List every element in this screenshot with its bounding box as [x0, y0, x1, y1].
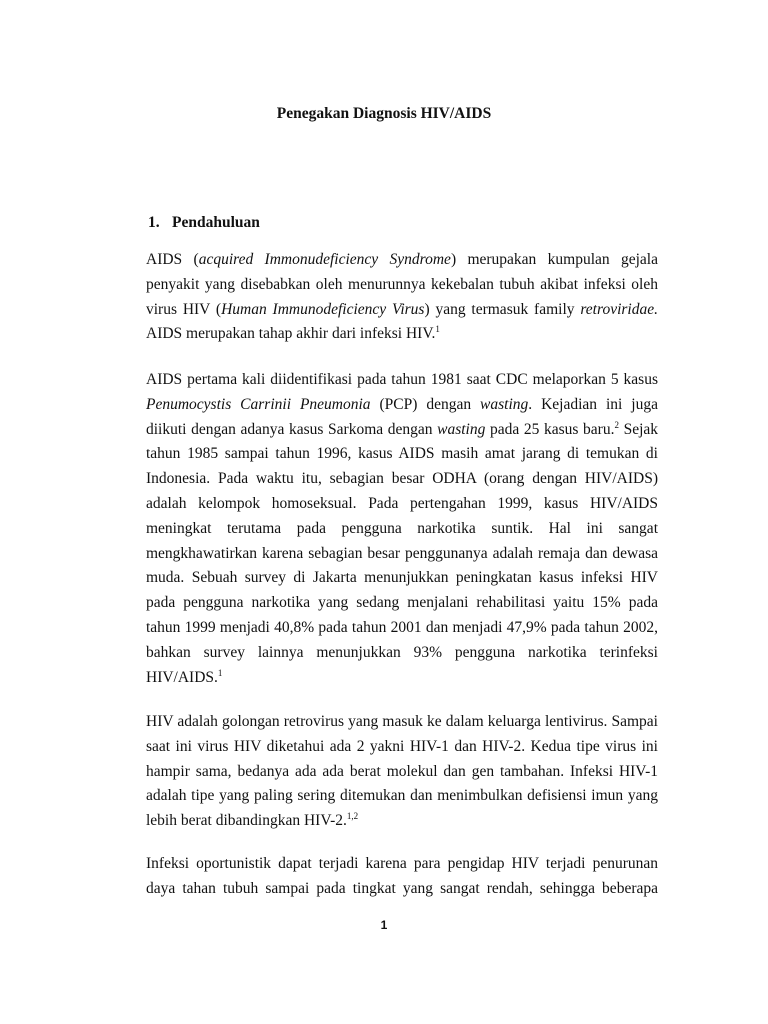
text-line: [146, 368, 658, 393]
text-line: [146, 298, 658, 323]
text-line: [146, 784, 658, 809]
text-line: [146, 542, 658, 567]
text-run: ) yang termasuk family: [424, 300, 581, 318]
italic-term: wasting: [480, 395, 529, 413]
citation-superscript: 1: [217, 667, 223, 678]
text-run: daya tahan tubuh sampai pada tingkat yang sangat rendah, sehingga beberapa: [146, 879, 658, 897]
text-run: muda. Sebuah survey di Jakarta menunjukkan peningkatan kasus infeksi HIV: [146, 569, 658, 587]
italic-term: Human Immunodeficiency Virus: [221, 300, 425, 318]
paragraph-4: [146, 852, 658, 902]
text-line: [146, 735, 658, 760]
citation-superscript: 1: [435, 324, 440, 335]
page-number: 1: [380, 918, 388, 932]
paragraph-2: [146, 368, 658, 690]
text-line: [146, 666, 658, 691]
text-line: [146, 760, 658, 785]
text-line: [146, 442, 658, 467]
text-run: (PCP) dengan: [370, 395, 481, 413]
text-run: AIDS (: [146, 251, 199, 268]
text-line: [146, 393, 658, 418]
text-run: penyakit yang disebabkan oleh menurunnya kekebalan tubuh akibat infeksi oleh: [146, 275, 658, 293]
section-heading: [148, 213, 260, 233]
text-run: ) merupakan kumpulan gejala: [450, 251, 658, 268]
text-line: [146, 566, 658, 591]
document-title: Penegakan Diagnosis HIV/AIDS: [276, 105, 492, 122]
text-line: [146, 322, 658, 347]
text-line: [146, 248, 658, 273]
paragraph-1: [146, 248, 658, 347]
italic-term: acquired Immonudeficiency Syndrome: [198, 251, 451, 268]
citation-superscript: 1,2: [346, 811, 359, 822]
text-line: [146, 710, 658, 735]
text-run: saat ini virus HIV diketahui ada 2 yakni HIV-1 dan HIV-2. Kedua tipe virus ini: [146, 737, 658, 755]
text-run: diikuti dengan adanya kasus Sarkoma dengan: [146, 420, 438, 438]
text-line: [146, 809, 658, 834]
text-run: tahun 1999 menjadi 40,8% pada tahun 2001 dan menjadi 47,9% pada tahun 2002,: [146, 618, 658, 636]
text-line: [146, 517, 658, 542]
text-run: mengkhawatirkan karena sebagian besar penggunanya adalah remaja dan dewasa: [146, 544, 658, 562]
text-run: HIV adalah golongan retrovirus yang masuk ke dalam keluarga lentivirus. Sampai: [146, 713, 658, 730]
italic-term: retroviridae.: [580, 300, 658, 318]
text-line: [146, 852, 658, 877]
text-run: tahun 1985 sampai tahun 1996, kasus AIDS masih amat jarang di temukan di: [146, 445, 658, 463]
text-run: meningkat terutama pada pengguna narkotika suntik. Hal ini sangat: [146, 519, 658, 537]
text-run: pada pengguna narkotika yang sedang menjalani rehabilitasi yaitu 15% pada: [146, 594, 658, 612]
italic-term: Penumocystis Carrinii Pneumonia: [146, 395, 371, 413]
text-run: Sejak: [618, 420, 659, 438]
text-line: [146, 877, 658, 902]
text-line: [146, 492, 658, 517]
italic-term: wasting: [437, 420, 486, 438]
text-line: [146, 418, 658, 443]
text-run: pada 25 kasus baru.: [485, 420, 615, 438]
text-line: [146, 467, 658, 492]
text-run: AIDS merupakan tahap akhir dari infeksi HIV.: [146, 325, 436, 343]
section-heading-text: Pendahuluan: [172, 214, 260, 231]
text-run: adalah kelompok homoseksual. Pada pertengahan 1999, kasus HIV/AIDS: [146, 494, 658, 512]
section-number: 1.: [148, 214, 160, 231]
text-line: [146, 273, 658, 298]
text-run: Indonesia. Pada waktu itu, sebagian besar ODHA (orang dengan HIV/AIDS): [146, 470, 658, 488]
text-run: lebih berat dibandingkan HIV-2.: [146, 812, 347, 830]
text-run: HIV/AIDS.: [146, 668, 218, 686]
text-line: [146, 591, 658, 616]
text-line: [146, 641, 658, 666]
text-run: . Kejadian ini juga: [528, 395, 658, 413]
citation-superscript: 2: [614, 419, 619, 430]
text-run: Infeksi oportunistik dapat terjadi karena para pengidap HIV terjadi penurunan: [146, 855, 658, 872]
text-run: AIDS pertama kali diidentifikasi pada tahun 1981 saat CDC melaporkan 5 kasus: [146, 371, 658, 388]
text-run: adalah tipe yang paling sering ditemukan dan menimbulkan defisiensi imun yang: [146, 787, 658, 805]
text-line: [146, 616, 658, 641]
text-run: virus HIV (: [146, 300, 222, 318]
text-run: hampir sama, bedanya ada ada berat molekul dan gen tambahan. Infeksi HIV-1: [146, 762, 658, 780]
paragraph-3: [146, 710, 658, 834]
text-run: bahkan survey lainnya menunjukkan 93% pengguna narkotika terinfeksi: [146, 643, 658, 661]
